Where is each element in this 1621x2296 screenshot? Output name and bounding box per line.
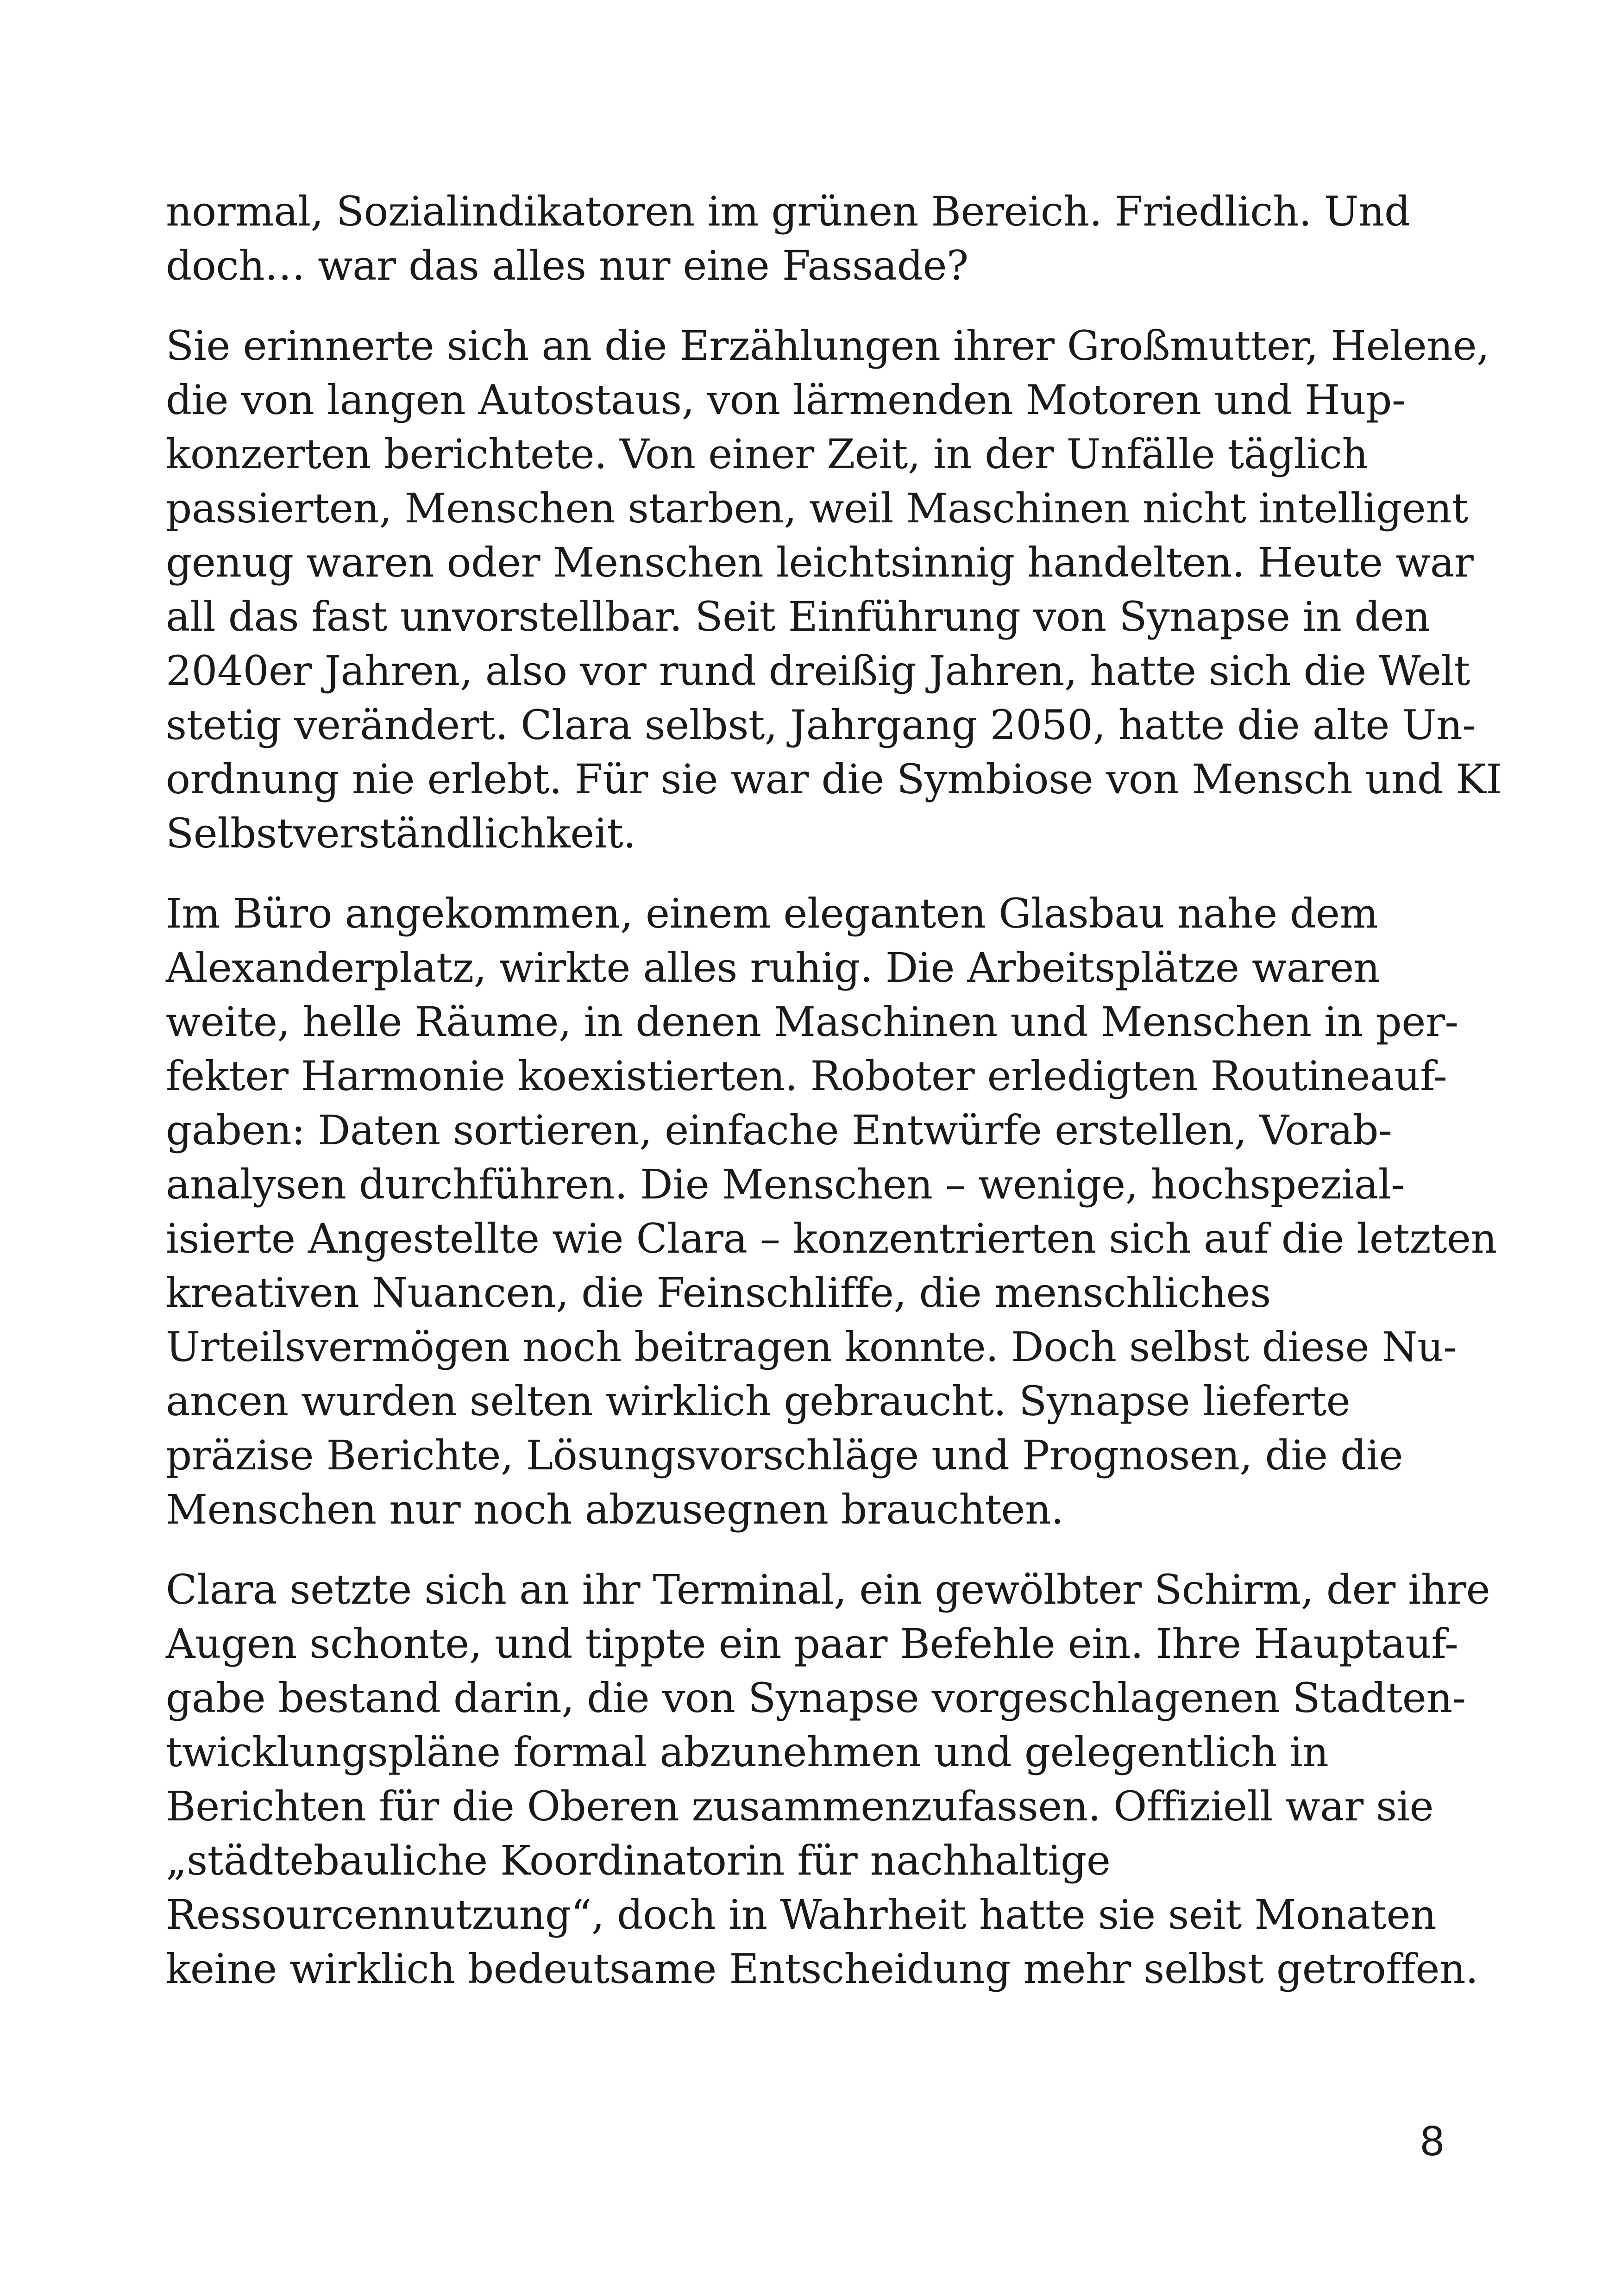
text-line: Sie erinnerte sich an die Erzählungen ihrer Großmutter, Helene, [166,322,1489,370]
text-line: Selbstverständlichkeit. [166,809,636,857]
text-line: Alexanderplatz, wirkte alles ruhig. Die Arbeitsplätze waren [166,944,1380,991]
text-line: stetig verändert. Clara selbst, Jahrgang 2050, hatte die alte Un- [166,701,1476,749]
text-line: Augen schonte, und tippte ein paar Befehle ein. Ihre Hauptauf- [166,1620,1458,1668]
text-line: keine wirklich bedeutsame Entscheidung mehr selbst getroffen. [166,1945,1478,1993]
text-line: ancen wurden selten wirklich gebraucht. Synapse lieferte [166,1377,1351,1425]
text-line: 2040er Jahren, also vor rund dreißig Jahren, hatte sich die Welt [166,647,1470,695]
text-line: Im Büro angekommen, einem eleganten Glasbau nahe dem [166,890,1378,937]
text-line: weite, helle Räume, in denen Maschinen und Menschen in per- [166,998,1458,1046]
text-line: doch… war das alles nur eine Fassade? [166,242,968,289]
paragraph [166,1562,1490,1996]
text-line: twicklungspläne formal abzunehmen und gelegentlich in [166,1728,1329,1776]
text-line: isierte Angestellte wie Clara – konzentrierten sich auf die letzten [166,1215,1497,1262]
page-number: 8 [1420,2117,1444,2164]
text-line: Menschen nur noch abzusegnen brauchten. [166,1486,1064,1533]
text-line: genug waren oder Menschen leichtsinnig handelten. Heute war [166,539,1474,586]
text-line: präzise Berichte, Lösungsvorschläge und Prognosen, die die [166,1431,1403,1479]
text-line: gaben: Daten sortieren, einfache Entwürfe erstellen, Vorab- [166,1106,1392,1154]
paragraph [166,886,1497,1537]
text-line: „städtebauliche Koordinatorin für nachhaltige [166,1837,1111,1884]
text-line: passierten, Menschen starben, weil Maschinen nicht intelligent [166,484,1468,532]
text-line: Urteilsvermögen noch beitragen konnte. Doch selbst diese Nu- [166,1323,1457,1371]
text-line: normal, Sozialindikatoren im grünen Bereich. Friedlich. Und [166,188,1410,235]
paragraph [166,319,1502,860]
text-line: konzerten berichtete. Von einer Zeit, in der Unfälle täglich [166,430,1368,478]
text-line: all das fast unvorstellbar. Seit Einführung von Synapse in den [166,593,1430,640]
text-line: Berichten für die Oberen zusammenzufassen. Offiziell war sie [166,1782,1434,1830]
text-line: analysen durchführen. Die Menschen – wenige, hochspezial- [166,1161,1405,1208]
text-line: fekter Harmonie koexistierten. Roboter erledigten Routineauf- [166,1052,1447,1100]
body-text [166,184,1502,2022]
text-line: gabe bestand darin, die von Synapse vorgeschlagenen Stadten- [166,1674,1466,1722]
paragraph [166,184,1453,293]
text-line: Ressourcennutzung“, doch in Wahrheit hatte sie seit Monaten [166,1891,1437,1938]
text-line: kreativen Nuancen, die Feinschliffe, die menschliches [166,1269,1271,1317]
text-line: die von langen Autostaus, von lärmenden Motoren und Hup- [166,376,1406,424]
text-line: Clara setzte sich an ihr Terminal, ein gewölbter Schirm, der ihre [166,1566,1490,1613]
text-line: ordnung nie erlebt. Für sie war die Symbiose von Mensch und KI [166,755,1502,803]
